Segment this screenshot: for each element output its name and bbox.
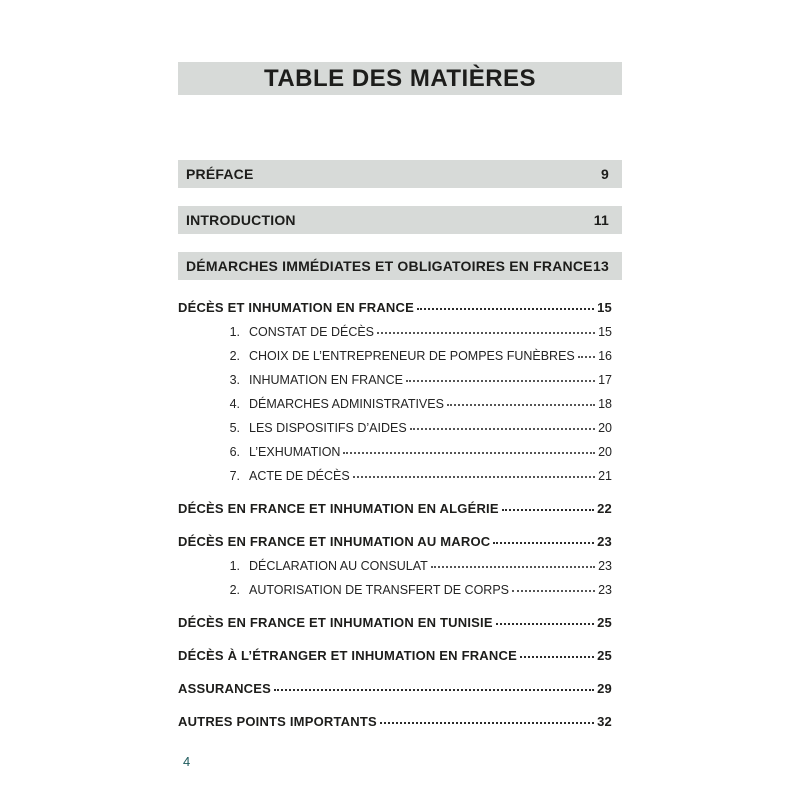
toc-sub-entry [178,578,622,602]
entry-label: ASSURANCES [178,681,272,696]
banner-page-number: 11 [593,212,609,228]
entry-page-number: 17 [598,373,612,387]
entry-label: DÉCÈS EN FRANCE ET INHUMATION EN TUNISIE [178,615,493,630]
toc-section-entry [178,497,622,521]
entry-label: CONSTAT DE DÉCÈS [249,325,375,339]
dot-leader [343,452,595,454]
dot-leader [502,509,594,511]
entry-label: DÉCÈS EN FRANCE ET INHUMATION AU MAROC [178,534,491,549]
entry-page-number: 21 [598,469,612,483]
banner-page-number: 9 [601,166,609,182]
dot-leader [493,542,594,544]
toc-content [178,62,622,734]
page-title-text: TABLE DES MATIÈRES [263,65,537,92]
entry-label: L’EXHUMATION [249,445,341,459]
banner-label: DÉMARCHES IMMÉDIATES ET OBLIGATOIRES EN FRANCE [186,258,593,274]
entry-page-number: 16 [598,349,612,363]
toc-sub-entry [178,320,622,344]
toc-sub-entry [178,368,622,392]
toc-sub-entry [178,344,622,368]
entry-label: AUTRES POINTS IMPORTANTS [178,714,377,729]
entry-page-number: 25 [597,648,612,663]
toc-section-entry [178,296,622,320]
page-title [178,62,622,95]
toc-banner-preface [178,160,622,188]
entry-label: DÉCÈS ET INHUMATION EN FRANCE [178,300,414,315]
toc-sub-entry [178,416,622,440]
dot-leader [578,356,595,358]
entry-page-number: 22 [597,501,612,516]
entry-number: 5. [229,421,240,435]
toc-banner-introduction [178,206,622,234]
toc-section-entry [178,677,622,701]
dot-leader [431,566,595,568]
toc-section-entry [178,644,622,668]
toc-section-entry [178,530,622,554]
entry-label: INHUMATION EN FRANCE [249,373,403,387]
entry-number: 1. [229,559,240,573]
entry-page-number: 23 [598,559,612,573]
toc-section-entry [178,611,622,635]
entry-label: ACTE DE DÉCÈS [249,469,350,483]
entry-page-number: 23 [597,534,612,549]
dot-leader [520,656,594,658]
dot-leader [417,308,594,310]
page-number: 4 [183,754,191,769]
toc-sub-entry [178,554,622,578]
entry-number: 4. [229,397,240,411]
toc-section-entry [178,710,622,734]
entry-page-number: 29 [597,681,612,696]
toc-sub-entry [178,464,622,488]
entry-number: 6. [229,445,240,459]
entry-number: 7. [229,469,240,483]
entry-label: LES DISPOSITIFS D’AIDES [249,421,407,435]
dot-leader [512,590,595,592]
entry-number: 3. [229,373,240,387]
entry-number: 2. [229,583,240,597]
entry-label: CHOIX DE L’ENTREPRENEUR DE POMPES FUNÈBRES [249,349,575,363]
entry-page-number: 23 [598,583,612,597]
entry-number: 1. [229,325,240,339]
banner-label: PRÉFACE [186,166,254,182]
entry-page-number: 20 [598,445,612,459]
dot-leader [377,332,595,334]
entry-number: 2. [229,349,240,363]
dot-leader [274,689,594,691]
dot-leader [496,623,594,625]
entry-page-number: 15 [597,300,612,315]
dot-leader [353,476,595,478]
entry-page-number: 32 [597,714,612,729]
dot-leader [380,722,594,724]
banner-label: INTRODUCTION [186,212,296,228]
entry-label: AUTORISATION DE TRANSFERT DE CORPS [249,583,509,597]
entry-label: DÉCÈS À L’ÉTRANGER ET INHUMATION EN FRANCE [178,648,517,663]
entry-label: DÉMARCHES ADMINISTRATIVES [249,397,444,411]
dot-leader [447,404,595,406]
entry-page-number: 18 [598,397,612,411]
table-of-contents [178,296,622,734]
entry-label: DÉCLARATION AU CONSULAT [249,559,428,573]
entry-page-number: 15 [598,325,612,339]
toc-sub-entry [178,392,622,416]
banner-page-number: 13 [593,258,609,274]
toc-sub-entry [178,440,622,464]
dot-leader [410,428,595,430]
entry-page-number: 25 [597,615,612,630]
dot-leader [406,380,595,382]
toc-banner-demarches [178,252,622,280]
entry-label: DÉCÈS EN FRANCE ET INHUMATION EN ALGÉRIE [178,501,499,516]
entry-page-number: 20 [598,421,612,435]
